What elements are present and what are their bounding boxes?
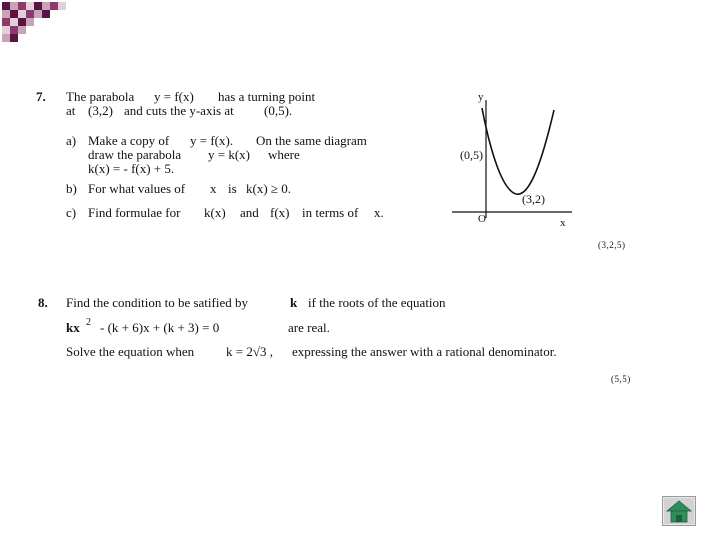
home-button[interactable] <box>662 496 696 526</box>
q7-part-c-text: k(x) <box>204 205 226 220</box>
q7-part-a-text: draw the parabola <box>88 147 182 162</box>
q7-part-a-function: y = k(x) <box>208 147 250 162</box>
q8-text: are real. <box>288 320 330 335</box>
q8-text: Find the condition to be satified by <box>66 295 248 310</box>
q7-text: and cuts the y-axis at <box>124 103 234 118</box>
turning-point-label: (3,2) <box>522 192 545 206</box>
q8-equation: - (k + 6)x + (k + 3) = 0 <box>100 320 220 335</box>
q7-function: y = f(x) <box>154 89 194 104</box>
q8-k-value: k = 2√3 , <box>226 344 273 359</box>
q7-part-c-text: f(x) <box>270 205 290 220</box>
q7-part-a-text: where <box>268 147 300 162</box>
q7-part-c-text: x. <box>374 205 384 220</box>
q7-part-a-definition: k(x) = - f(x) + 5. <box>88 161 175 176</box>
q8-text: if the roots of the equation <box>308 295 446 310</box>
q7-part-a-text: On the same diagram <box>256 133 367 148</box>
corner-decoration <box>0 0 80 50</box>
y-axis-label: y <box>478 91 484 103</box>
parabola-curve <box>482 108 554 194</box>
q8-number: 8. <box>38 295 48 310</box>
q7-part-b-condition: k(x) ≥ 0. <box>246 181 292 196</box>
q7-part-c-text: Find formulae for <box>88 205 181 220</box>
x-axis-label: x <box>560 217 566 229</box>
q7-part-c-text: in terms of <box>302 205 359 220</box>
q7-part-a-text: Make a copy of <box>88 133 170 148</box>
q7-part-c-label: c) <box>66 205 77 220</box>
q7-part-b-text: For what values of <box>88 181 186 196</box>
q8-equation-start: kx <box>66 320 80 335</box>
q7-text: has a turning point <box>218 89 316 104</box>
q7-text: at <box>66 103 76 118</box>
home-icon <box>662 496 696 526</box>
q7-turning-point: (3,2) <box>88 103 113 118</box>
q7-text: The parabola <box>66 89 135 104</box>
q7-marks: (3,2,5) <box>598 240 626 250</box>
q7-part-a-label: a) <box>66 133 77 148</box>
origin-label: O <box>478 213 486 225</box>
q7-part-b-text: is <box>228 181 237 196</box>
q7-part-b-text: x <box>210 181 217 196</box>
q7-y-intercept: (0,5). <box>264 103 293 118</box>
q8-text: expressing the answer with a rational denominator. <box>292 344 557 359</box>
q7-part-c-text: and <box>240 205 259 220</box>
q8-equation-exponent: 2 <box>86 317 91 328</box>
y-intercept-label: (0,5) <box>460 148 483 162</box>
q7-number: 7. <box>36 89 46 104</box>
parabola-sketch <box>452 90 582 240</box>
q8-text: Solve the equation when <box>66 344 195 359</box>
q8-k: k <box>290 295 298 310</box>
q7-part-a-function: y = f(x). <box>190 133 234 148</box>
q8-marks: (5,5) <box>611 374 631 384</box>
q7-part-b-label: b) <box>66 181 77 196</box>
